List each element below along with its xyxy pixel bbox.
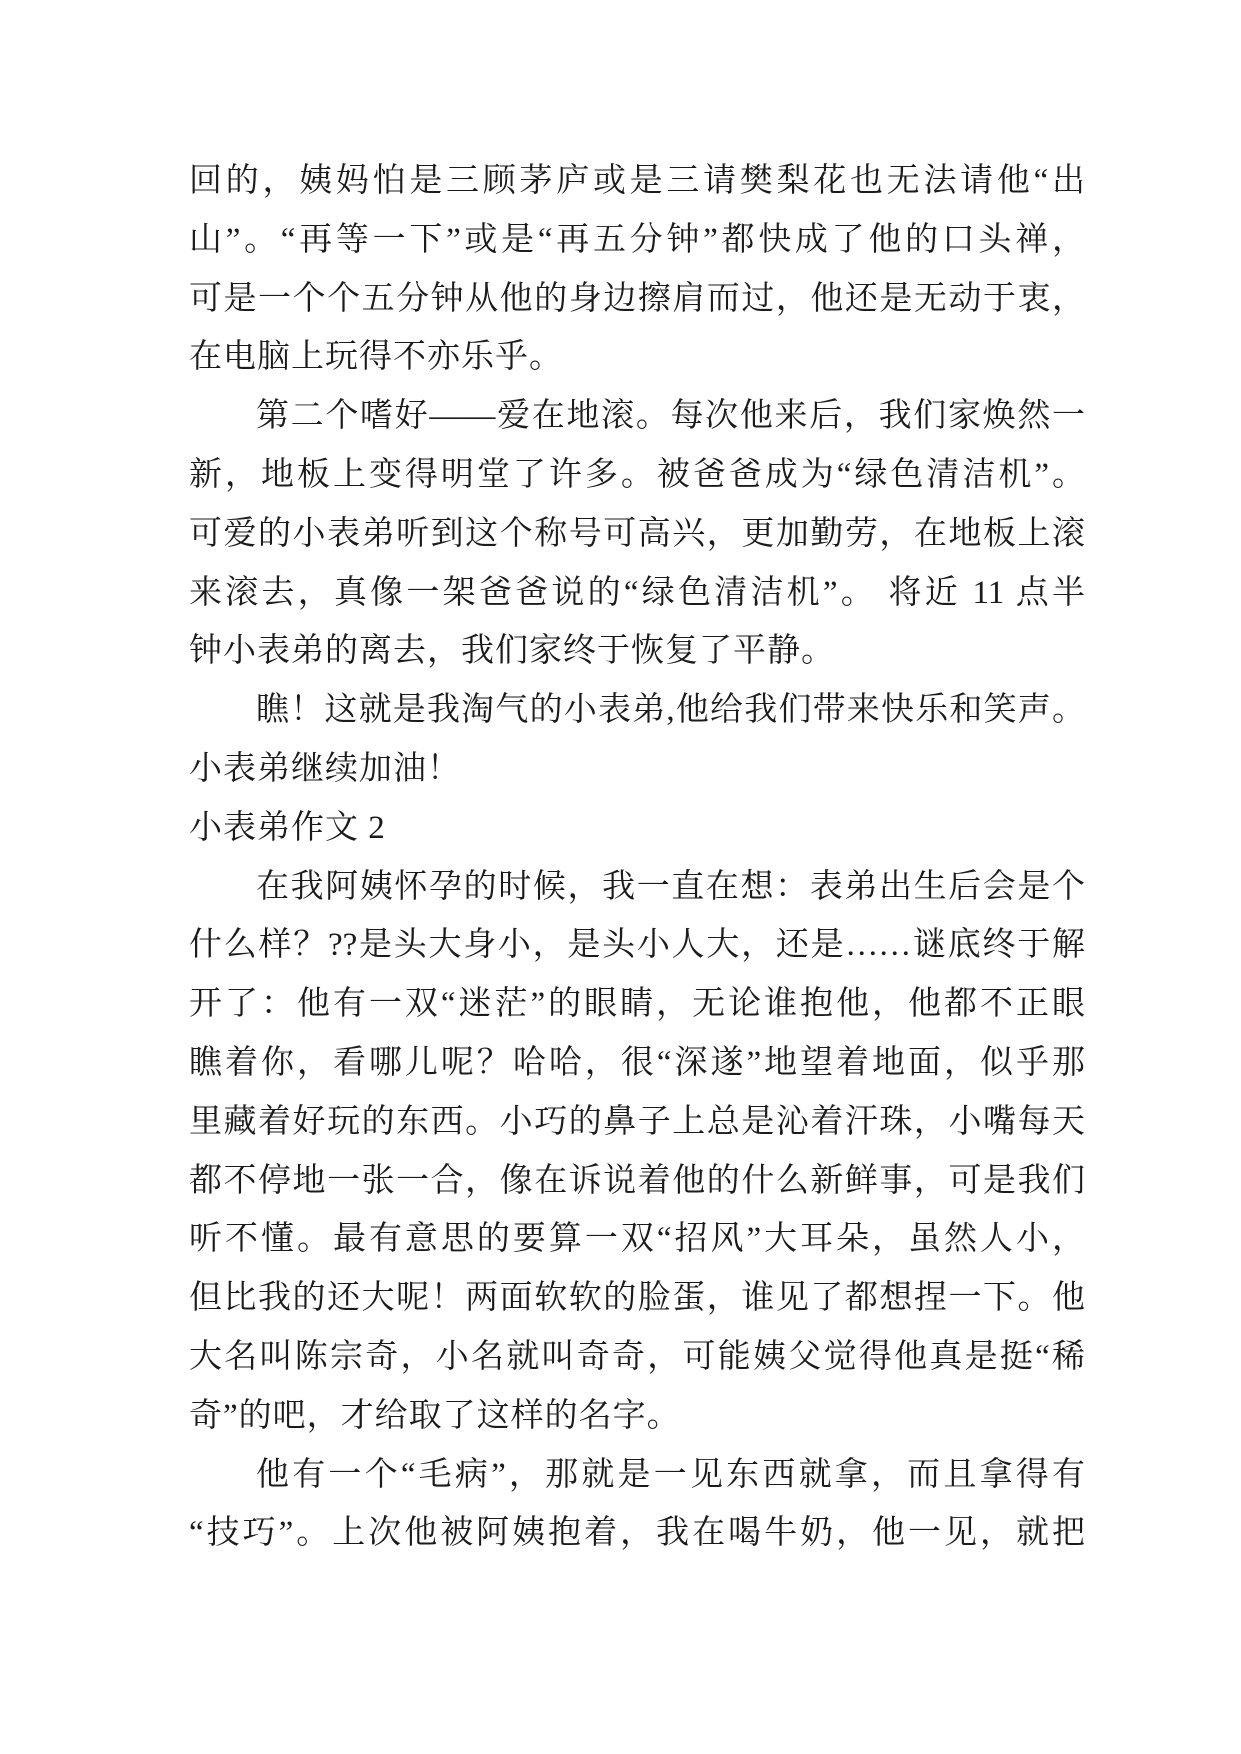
text-line: 奇”的吧，才给取了这样的名字。 bbox=[189, 1397, 681, 1434]
text-line: 在我阿姨怀孕的时候，我一直在想：表弟出生后会是个 bbox=[256, 868, 1085, 905]
essay-heading: 小表弟作文 2 bbox=[189, 809, 386, 846]
text-line: 钟小表弟的离去，我们家终于恢复了平静。 bbox=[189, 633, 835, 670]
text-line: “技巧”。上次他被阿姨抱着，我在喝牛奶，他一见，就把 bbox=[189, 1515, 1085, 1552]
text-line: 第二个嗜好——爱在地滚。每次他来后，我们家焕然一 bbox=[256, 398, 1085, 435]
text-line: 开了：他有一双“迷茫”的眼睛，无论谁抱他，他都不正眼 bbox=[189, 986, 1085, 1023]
text-line: 瞧！这就是我淘气的小表弟,他给我们带来快乐和笑声。 bbox=[256, 692, 1085, 729]
text-line: 里藏着好玩的东西。小巧的鼻子上总是沁着汗珠，小嘴每天 bbox=[189, 1103, 1085, 1140]
text-line: 可爱的小表弟听到这个称号可高兴，更加勤劳，在地板上滚 bbox=[189, 515, 1085, 552]
text-line: 都不停地一张一合，像在诉说着他的什么新鲜事，可是我们 bbox=[189, 1162, 1085, 1199]
text-line: 来滚去，真像一架爸爸说的“绿色清洁机”。 将近 11 点半 bbox=[189, 574, 1085, 611]
text-line: 什么样？??是头大身小，是头小人大，还是……谜底终于解 bbox=[189, 927, 1085, 964]
text-line: 大名叫陈宗奇，小名就叫奇奇，可能姨父觉得他真是挺“稀 bbox=[189, 1338, 1085, 1375]
text-line: 但比我的还大呢！两面软软的脸蛋，谁见了都想捏一下。他 bbox=[189, 1280, 1085, 1317]
text-line: 新，地板上变得明堂了许多。被爸爸成为“绿色清洁机”。 bbox=[189, 456, 1085, 493]
essay-text-block bbox=[189, 152, 1085, 1563]
text-line: 在电脑上玩得不亦乐乎。 bbox=[189, 339, 563, 376]
text-line: 回的，姨妈怕是三顾茅庐或是三请樊梨花也无法请他“出 bbox=[189, 163, 1085, 199]
text-line: 他有一个“毛病”，那就是一见东西就拿，而且拿得有 bbox=[256, 1456, 1085, 1493]
text-line: 瞧着你，看哪儿呢？哈哈，很“深遂”地望着地面，似乎那 bbox=[189, 1044, 1085, 1081]
text-line: 小表弟继续加油！ bbox=[189, 750, 461, 787]
text-line: 可是一个个五分钟从他的身边擦肩而过，他还是无动于衷， bbox=[189, 280, 1085, 317]
text-line: 听不懂。最有意思的要算一双“招风”大耳朵，虽然人小， bbox=[189, 1221, 1085, 1258]
text-line: 山”。“再等一下”或是“再五分钟”都快成了他的口头禅， bbox=[189, 221, 1085, 258]
